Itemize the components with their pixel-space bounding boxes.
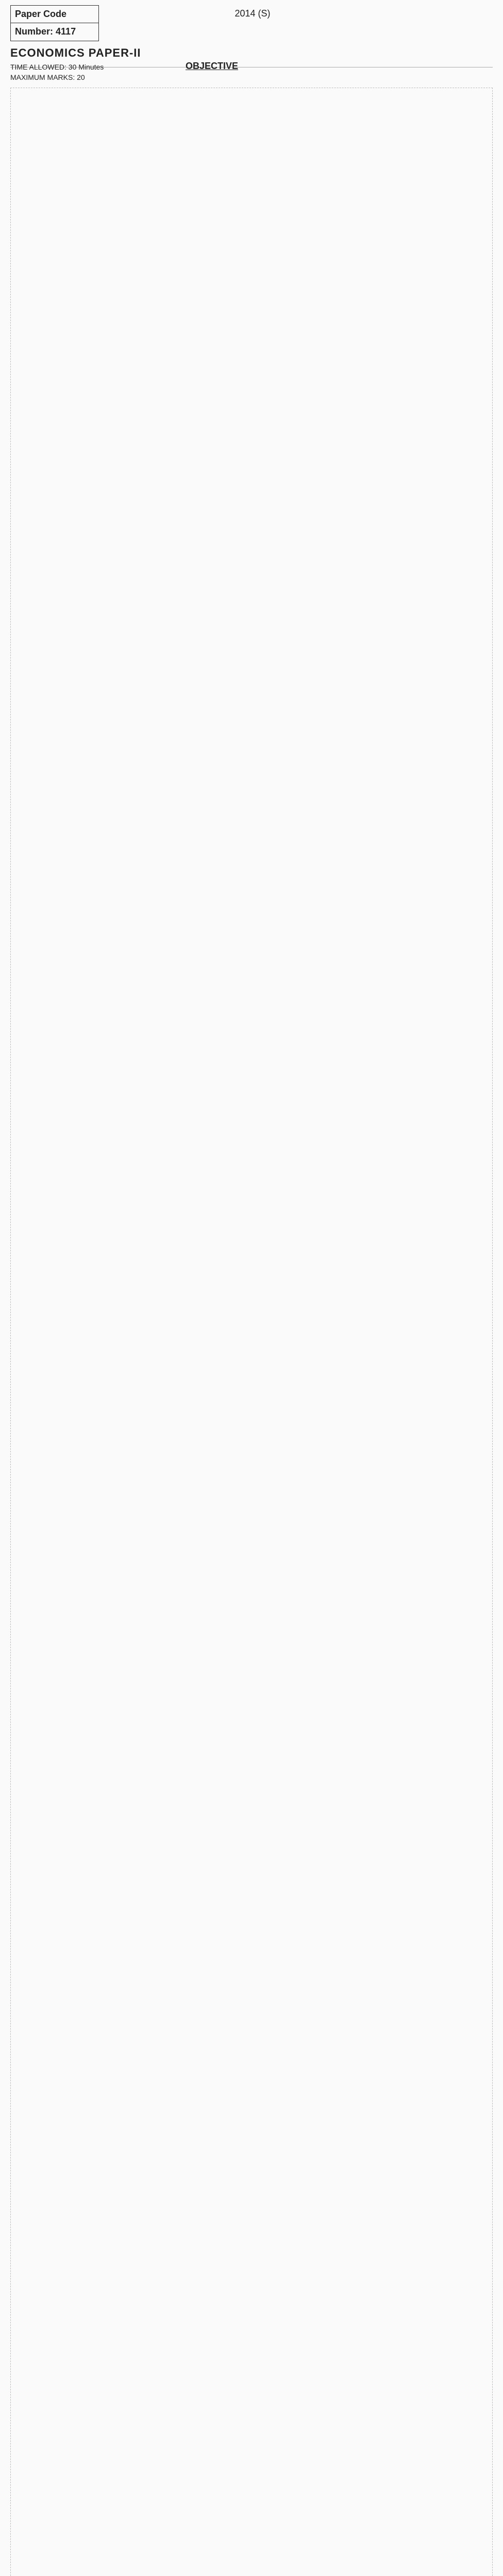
paper-code-box: [10, 5, 99, 41]
exam-year: 2014 (S): [234, 8, 271, 19]
unreadable-content-area: [10, 88, 493, 2576]
objective-heading: OBJECTIVE: [186, 61, 239, 71]
number-label: Number:: [15, 26, 54, 37]
maximum-marks: MAXIMUM MARKS: 20: [10, 73, 85, 81]
paper-code-label: Paper Code: [11, 6, 98, 23]
paper-title: ECONOMICS PAPER-II: [10, 46, 141, 59]
paper-meta: [10, 63, 104, 83]
header: [10, 5, 493, 81]
paper-number-row: [11, 23, 98, 41]
time-allowed: TIME ALLOWED: 30 Minutes: [10, 63, 104, 71]
number-value: 4117: [56, 26, 76, 37]
